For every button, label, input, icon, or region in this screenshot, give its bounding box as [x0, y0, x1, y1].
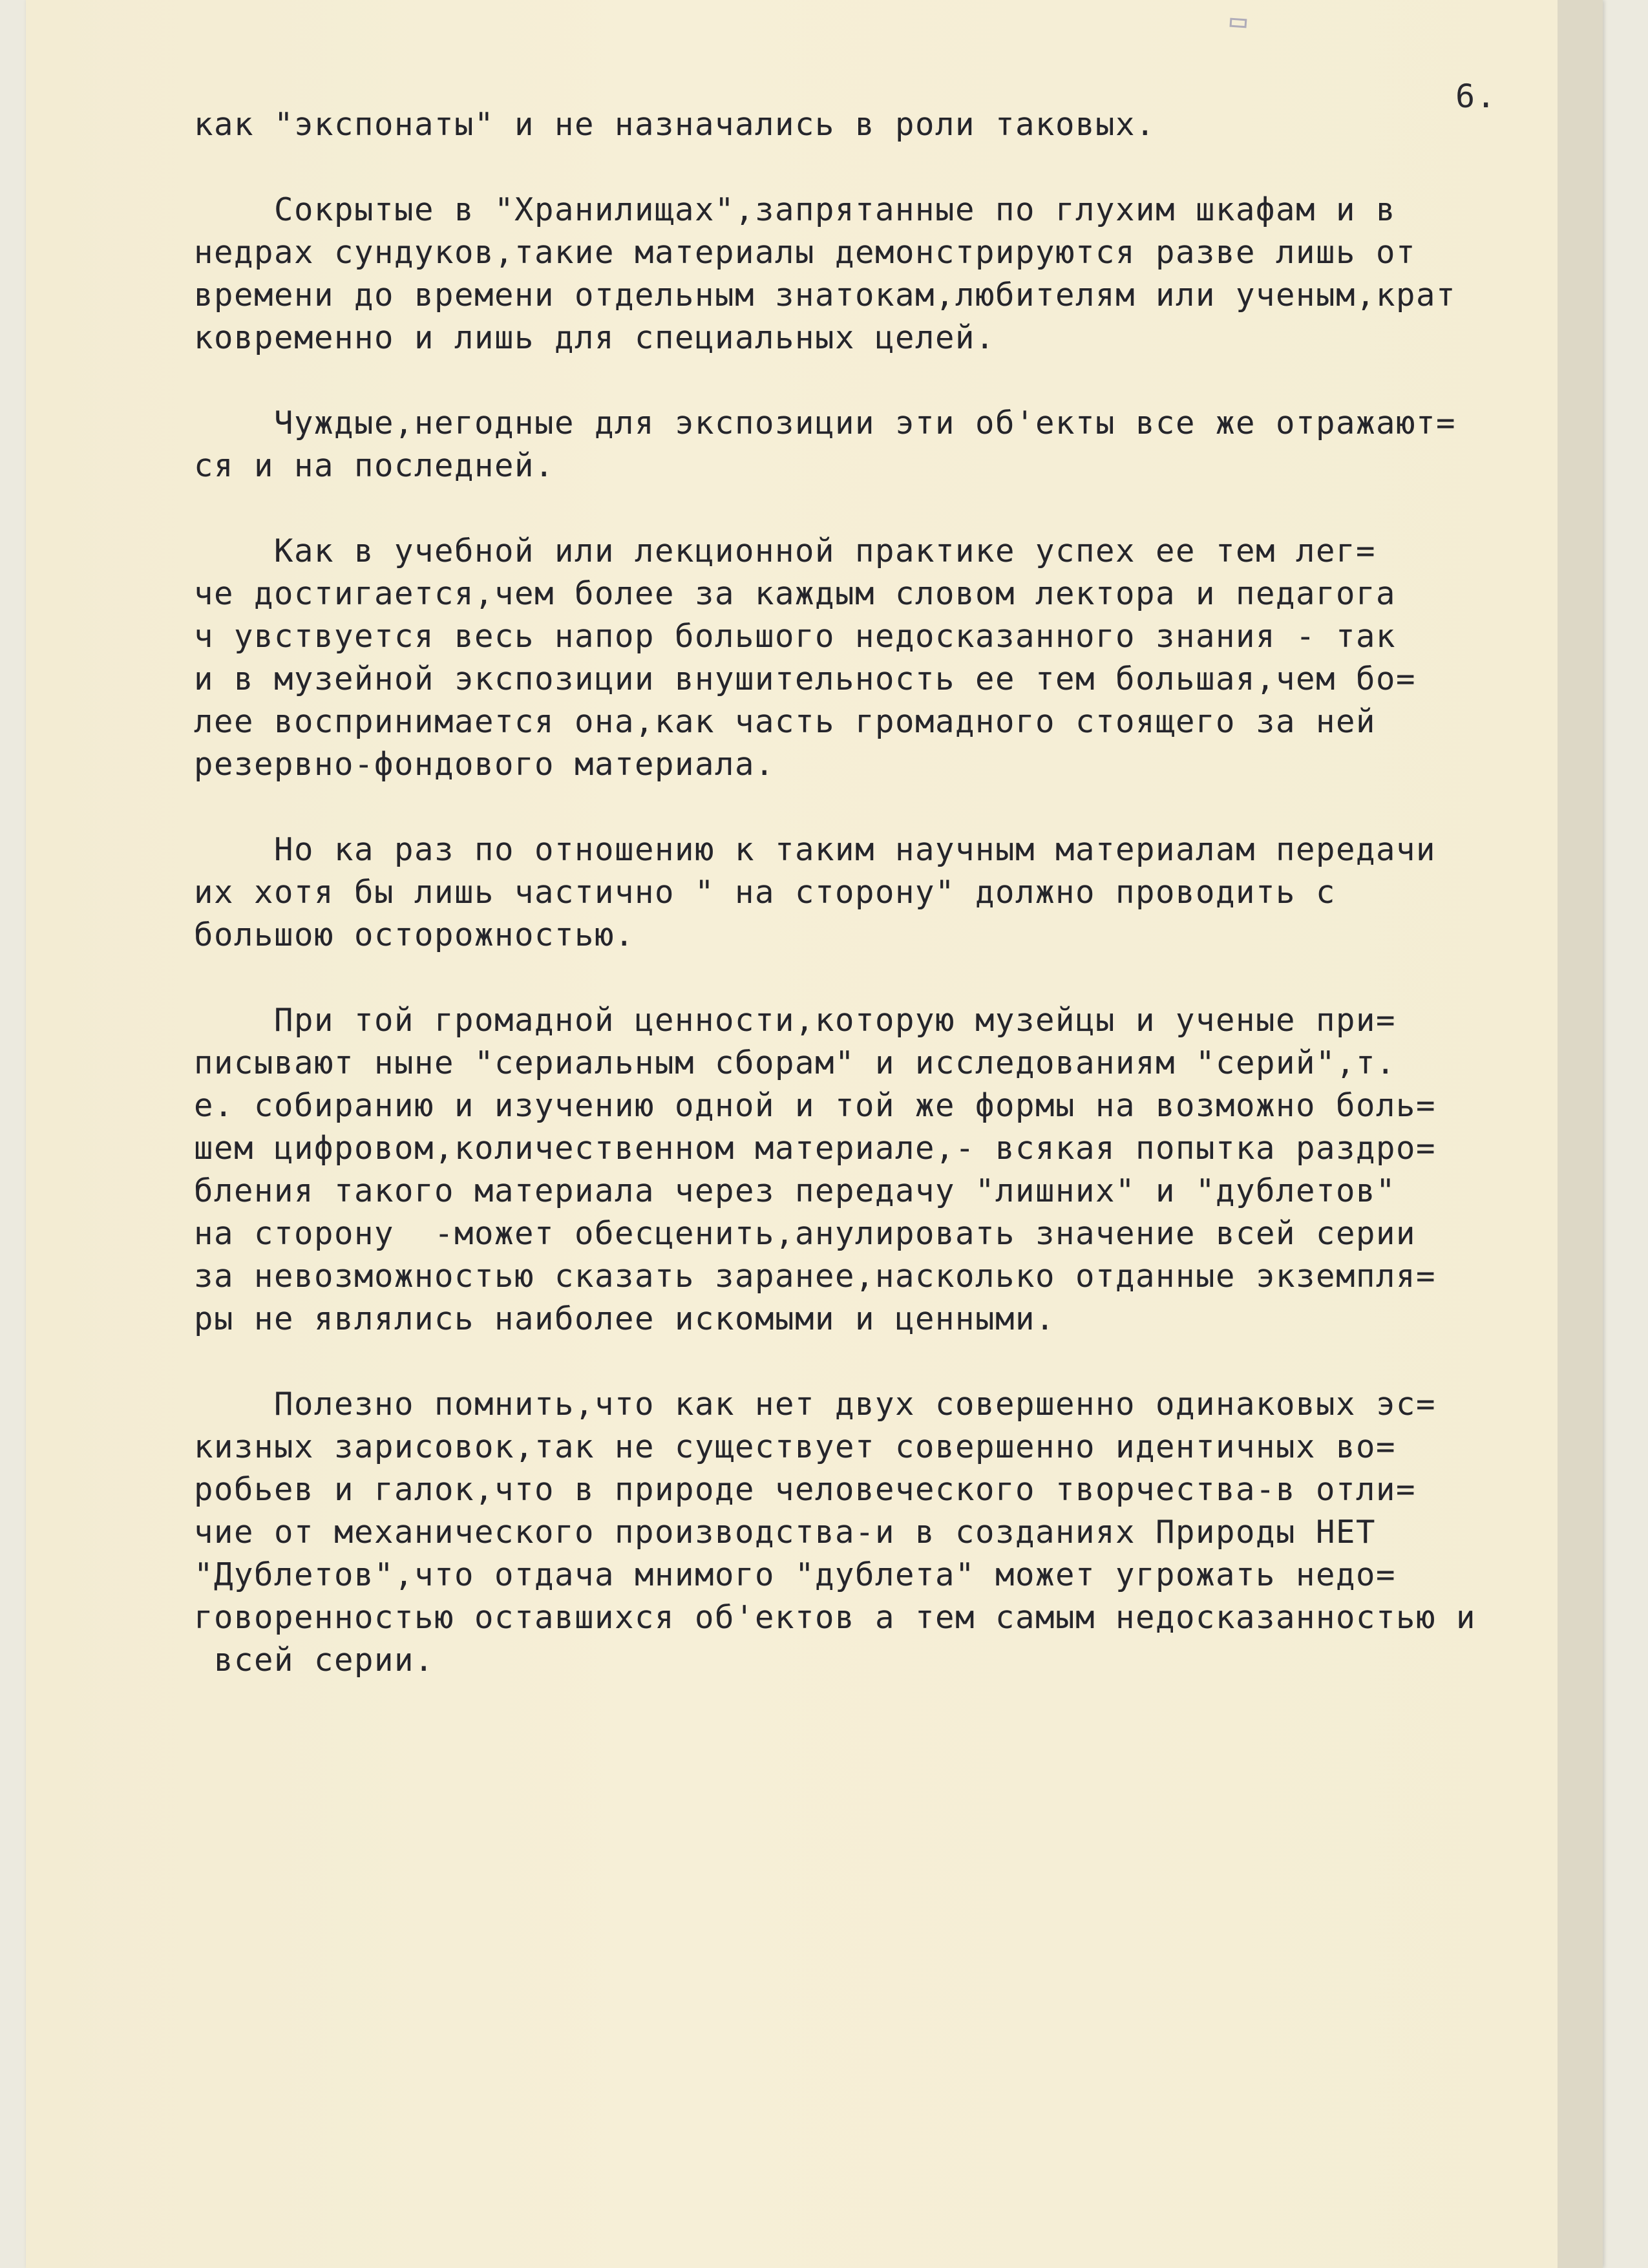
- paragraph-gap: [194, 146, 1590, 189]
- text-line: на сторону -может обесценить,анулировать значение всей серии: [194, 1215, 1417, 1252]
- text-line: е. собиранию и изучению одной и той же формы на возможно боль=: [194, 1087, 1437, 1124]
- text-line: времени до времени отдельным знатокам,любителям или ученым,крат: [194, 277, 1457, 313]
- text-line: как "экспонаты" и не назначались в роли таковых.: [194, 106, 1156, 143]
- page-number: 6.: [1455, 78, 1497, 115]
- text-line: Но ка раз по отношению к таким научным материалам передачи: [194, 831, 1437, 868]
- archive-stamp: [1226, 11, 1444, 97]
- text-line: "Дублетов",что отдача мнимого "дублета" может угрожать недо=: [194, 1556, 1397, 1593]
- stamp-box: [1229, 18, 1247, 28]
- text-line: всей серии.: [194, 1642, 435, 1679]
- text-line: чие от механического производства-и в созданиях Природы НЕТ: [194, 1514, 1377, 1551]
- text-line: шем цифровом,количественном материале,- всякая попытка раздро=: [194, 1130, 1437, 1167]
- document-body: [194, 103, 1590, 1682]
- text-line: кизных зарисовок,так не существует совершенно идентичных во=: [194, 1428, 1397, 1465]
- text-line: робьев и галок,что в природе человеческого творчества-в отли=: [194, 1471, 1417, 1508]
- text-line: писывают ныне "сериальным сборам" и исследованиям "серий",т.: [194, 1044, 1397, 1081]
- paragraph-gap: [194, 487, 1590, 530]
- text-line: большою осторожностью.: [194, 917, 635, 953]
- text-line: и в музейной экспозиции внушительность ее тем большая,чем бо=: [194, 661, 1417, 697]
- text-line: При той громадной ценности,которую музейцы и ученые при=: [194, 1002, 1397, 1039]
- text-line: бления такого материала через передачу "лишних" и "дублетов": [194, 1172, 1397, 1209]
- text-line: ся и на последней.: [194, 447, 555, 484]
- text-line: Как в учебной или лекционной практике успех ее тем лег=: [194, 533, 1377, 569]
- paragraph-gap: [194, 786, 1590, 829]
- paragraph-gap: [194, 957, 1590, 999]
- text-line: лее воспринимается она,как часть громадного стоящего за ней: [194, 703, 1377, 740]
- text-line: говоренностью оставшихся об'ектов а тем самым недосказанностью и: [194, 1599, 1477, 1636]
- text-line: их хотя бы лишь частично " на сторону" должно проводить с: [194, 874, 1336, 911]
- text-line: Чуждые,негодные для экспозиции эти об'екты все же отражают=: [194, 405, 1457, 441]
- text-line: ковременно и лишь для специальных целей.: [194, 319, 996, 356]
- text-line: ч увствуется весь напор большого недосказанного знания - так: [194, 618, 1397, 655]
- text-line: че достигается,чем более за каждым словом лектора и педагога: [194, 575, 1397, 612]
- text-line: ры не являлись наиболее искомыми и ценными.: [194, 1300, 1056, 1337]
- paragraph-gap: [194, 359, 1590, 402]
- text-line: Сокрытые в "Хранилищах",запрятанные по глухим шкафам и в: [194, 191, 1397, 228]
- text-line: недрах сундуков,такие материалы демонстрируются разве лишь от: [194, 234, 1417, 271]
- paragraph-gap: [194, 1341, 1590, 1383]
- text-line: за невозможностью сказать заранее,насколько отданные экземпля=: [194, 1258, 1437, 1295]
- text-line: Полезно помнить,что как нет двух совершенно одинаковых эс=: [194, 1386, 1437, 1423]
- text-line: резервно-фондового материала.: [194, 746, 776, 783]
